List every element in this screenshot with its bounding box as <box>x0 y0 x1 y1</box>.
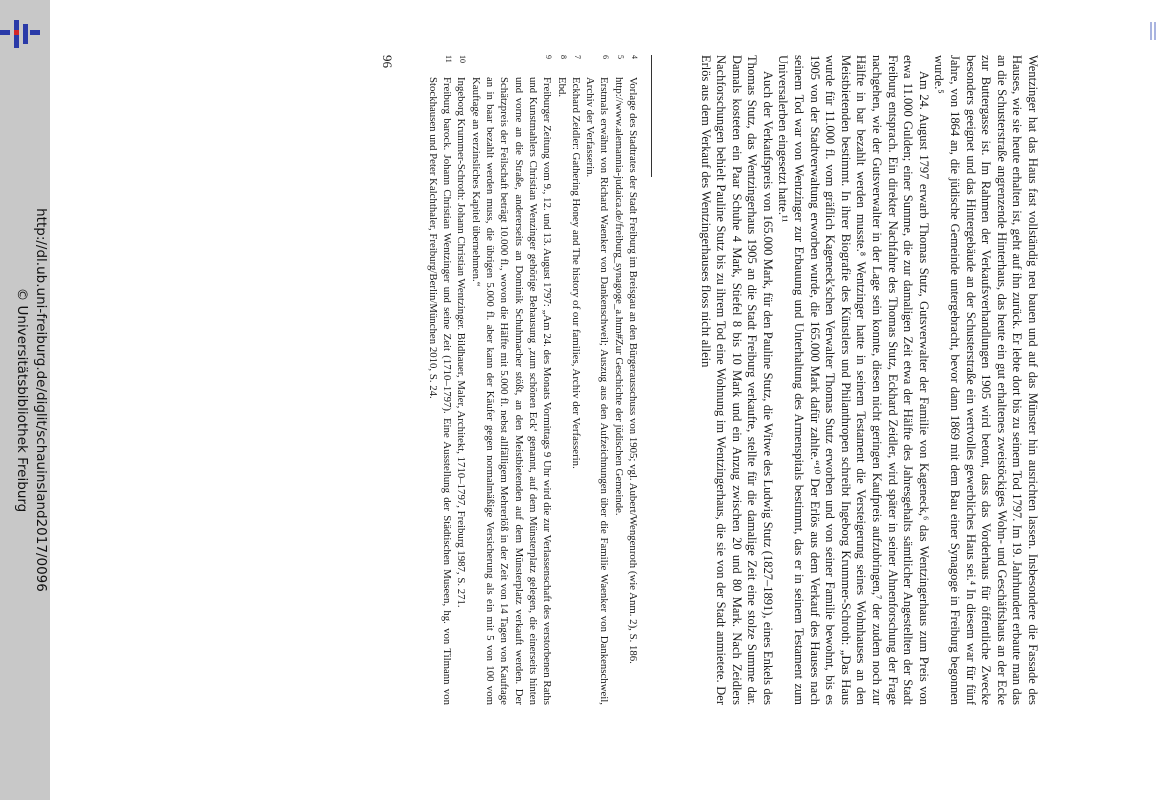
footnote <box>468 55 554 705</box>
footnote-number: 10 <box>458 55 468 63</box>
footnote-number: 5 <box>615 55 625 59</box>
footnote <box>554 55 568 705</box>
paragraph: Auch der Verkaufspreis von 165.000 Mark, für den Pauline Stutz, die Witwe des Ludwig Stutz (1827–1891), eines Enkels des Thomas Stutz, das Wentzingerhaus 1905 an die Stadt Freiburg verkaufte, stellte für die damalige Zeit eine stolze Summe dar. Damals kosteten ein Paar Schuhe 4 Mark, Stiefel 8 bis 10 Mark und ein Anzug zwischen 20 und 80 Mark. Nach Zeidlers Nachforschungen behielt Pauline Stutz bis zu ihrem Tod eine Wohnung im Wentzingerhaus, die sie von der Stadt anmietete. Der Erlös aus dem Verkauf des Wentzingerhauses floss nicht allein <box>698 55 775 705</box>
page-number: 96 <box>380 55 395 68</box>
paragraph: Am 24. August 1797 erwarb Thomas Stutz, Gutsverwalter der Familie von Kageneck,⁶ das Wentzingerhaus zum Preis von etwa 11.000 Gulden; einer Summe, die zur damaligen Zeit etwa der Hälfte des Jahresgehalts sämtlicher Angestellten der Stadt Freiburg entsprach. Ein direkter Nachfahre des Thomas Stutz, Eckhard Zeidler, wird später in seiner Ahnenforschung der Frage nachgehen, wie der Gutsverwalter in der Lage sein konnte, diesen nicht geringen Kaufpreis aufzubringen,⁷ der zudem noch zur Hälfte in bar bezahlt werden musste.⁸ Wentzinger hatte in seinem Testament die Versteigerung seines Wohnhauses an den Meistbietenden bestimmt. In ihrer Biografie des Künstlers und Philanthropen schreibt Ingeborg Krummer-Schroth: „Das Haus wurde für 11.000 fl. vom gräflich Kageneck'schen Verwalter Thomas Stutz erworben und von seiner Familie bewohnt, bis es 1905 von der Stadtverwaltung erworben wurde, die 165.000 Mark dafür zahlte.“¹⁰ Der Erlös aus dem Verkauf des Hauses nach seinem Tod war von Wentzinger zur Erbauung und Unterhaltung des Armenspitals bestimmt, das er in seinem Testament zum Universalerben eingesetzt hatte.¹¹ <box>776 55 931 705</box>
footnotes <box>426 55 640 705</box>
body-text <box>697 55 1040 705</box>
footnote-text: Ebd. <box>555 77 568 98</box>
footnote-number: 6 <box>601 55 611 59</box>
footnote-number: 11 <box>444 55 454 63</box>
footnote-number: 9 <box>544 55 554 59</box>
footnote-text: Eckhard Zeidler: Gathering Honey and The history of our families, Archiv der Verfasserin. <box>569 77 582 469</box>
footnote <box>626 55 640 705</box>
footnote <box>569 55 583 705</box>
footnote-text: Freiburg barock. Johann Christian Wentzinger und seine Zeit (1710–1797). Eine Ausstellung der Städtischen Museen, hg. von Tilmann von Stockhausen und Peter Kalchthaler, Freiburg/Berlin/München 2010, S. 24. <box>426 77 454 705</box>
footnote-text: Erstmals erwähnt von Richard Waenker von Dankenschweil; Auszug aus den Aufzeichnungen über die Familie Waenker von Dankenschweil, Archiv der Verfasserin. <box>584 77 611 705</box>
viewer-sidebar <box>0 0 50 800</box>
edge-marker-icon <box>1150 22 1157 40</box>
sidebar-caption <box>0 10 50 790</box>
footnote <box>454 55 468 705</box>
copyright-notice: © Universitätsbibliothek Freiburg <box>14 287 30 513</box>
footnote <box>426 55 455 705</box>
footnote-text: Ingeborg Krummer-Schroth: Johann Christian Wentzinger. Bildhauer, Maler, Architekt, 1710–1797, Freiburg 1987, S. 271. <box>455 77 468 608</box>
footnote-text: http://www.alemannia-judaica.de/freiburg_synagoge_a.htm#Zur Geschichte der jüdischen Gemeinde. <box>612 77 625 516</box>
footnote-divider <box>651 55 652 177</box>
footnote-number: 4 <box>630 55 639 59</box>
footnote-text: Freiburger Zeitung vom 9., 12. und 13. August 1797: „Am 24. des Monats Vormittags 9 Uhr wird die zur Verlassenschaft des verstorbenen Raths und Kunstmahlers Christian Wenzinger gehörige Behausung ‚zum schönen Eck‘ genannt, auf dem Münsterplatz gelegen, die einerseits hinten und vorne an die Straße, andererseits an Dominik Schuhmacher stößt, an den Meistbietenden auf dem Münsterplatz verkauft werden. Der Schätzpreis der Feilschaft beträgt 10.000 fl., wovon die Hälfte mit 5.000 fl. nebst allfälligem Mehrerlöß in der Zeit von 14 Tagen von Kauftage an in baar bezahlt werden muss, die übrigen 5.000 fl. aber kann der Käufer gegen normalmäßige Versicherung als ein mit 5 von 100 vom Kauftage an verzinsliches Kapitel übernehmen.“ <box>469 77 554 705</box>
paragraph: Wentzinger hat das Haus fast vollständig neu bauen und auf das Münster hin ausrichten lassen. Insbesondere die Fassade des Hauses, wie sie heute erhalten ist, geht auf ihn zurück. Er lebte dort bis zu seinem Tod 1797. Im 19. Jahrhundert erbaute man das an die Schusterstraße angrenzende Hinterhaus, das heute ein gut erhaltenes zweistöckiges Wohn- und Geschäftshaus an der Ecke zur Buttergasse ist. Im Rahmen der Verkaufsverhandlungen 1905 wird betont, dass das Vorderhaus für öffentliche Zwecke besonders geeignet und das Hintergebäude an der Schusterstraße ein wertvolles gewerbliches Haus sei.⁴ In diesem war für fünf Jahre, von 1864 an, die jüdische Gemeinde untergebracht, bevor dann 1869 mit dem Bau einer Synagoge in Freiburg begonnen wurde.⁵ <box>932 55 1040 705</box>
footnote <box>611 55 625 705</box>
footnote-number: 8 <box>558 55 568 59</box>
footnote-number: 7 <box>572 55 582 59</box>
page-scan <box>90 55 1040 705</box>
footnote-text: Vorlage des Stadtrates der Stadt Freiburg im Breisgau an den Bürgerausschuss von 1905; vgl. Aubert/Wengenroth (wie Anm. 2), S. 186. <box>627 77 639 664</box>
source-url-link[interactable]: http://dl.ub.uni-freiburg.de/diglit/schauinsland2017/0096 <box>33 208 49 592</box>
footnote <box>583 55 612 705</box>
